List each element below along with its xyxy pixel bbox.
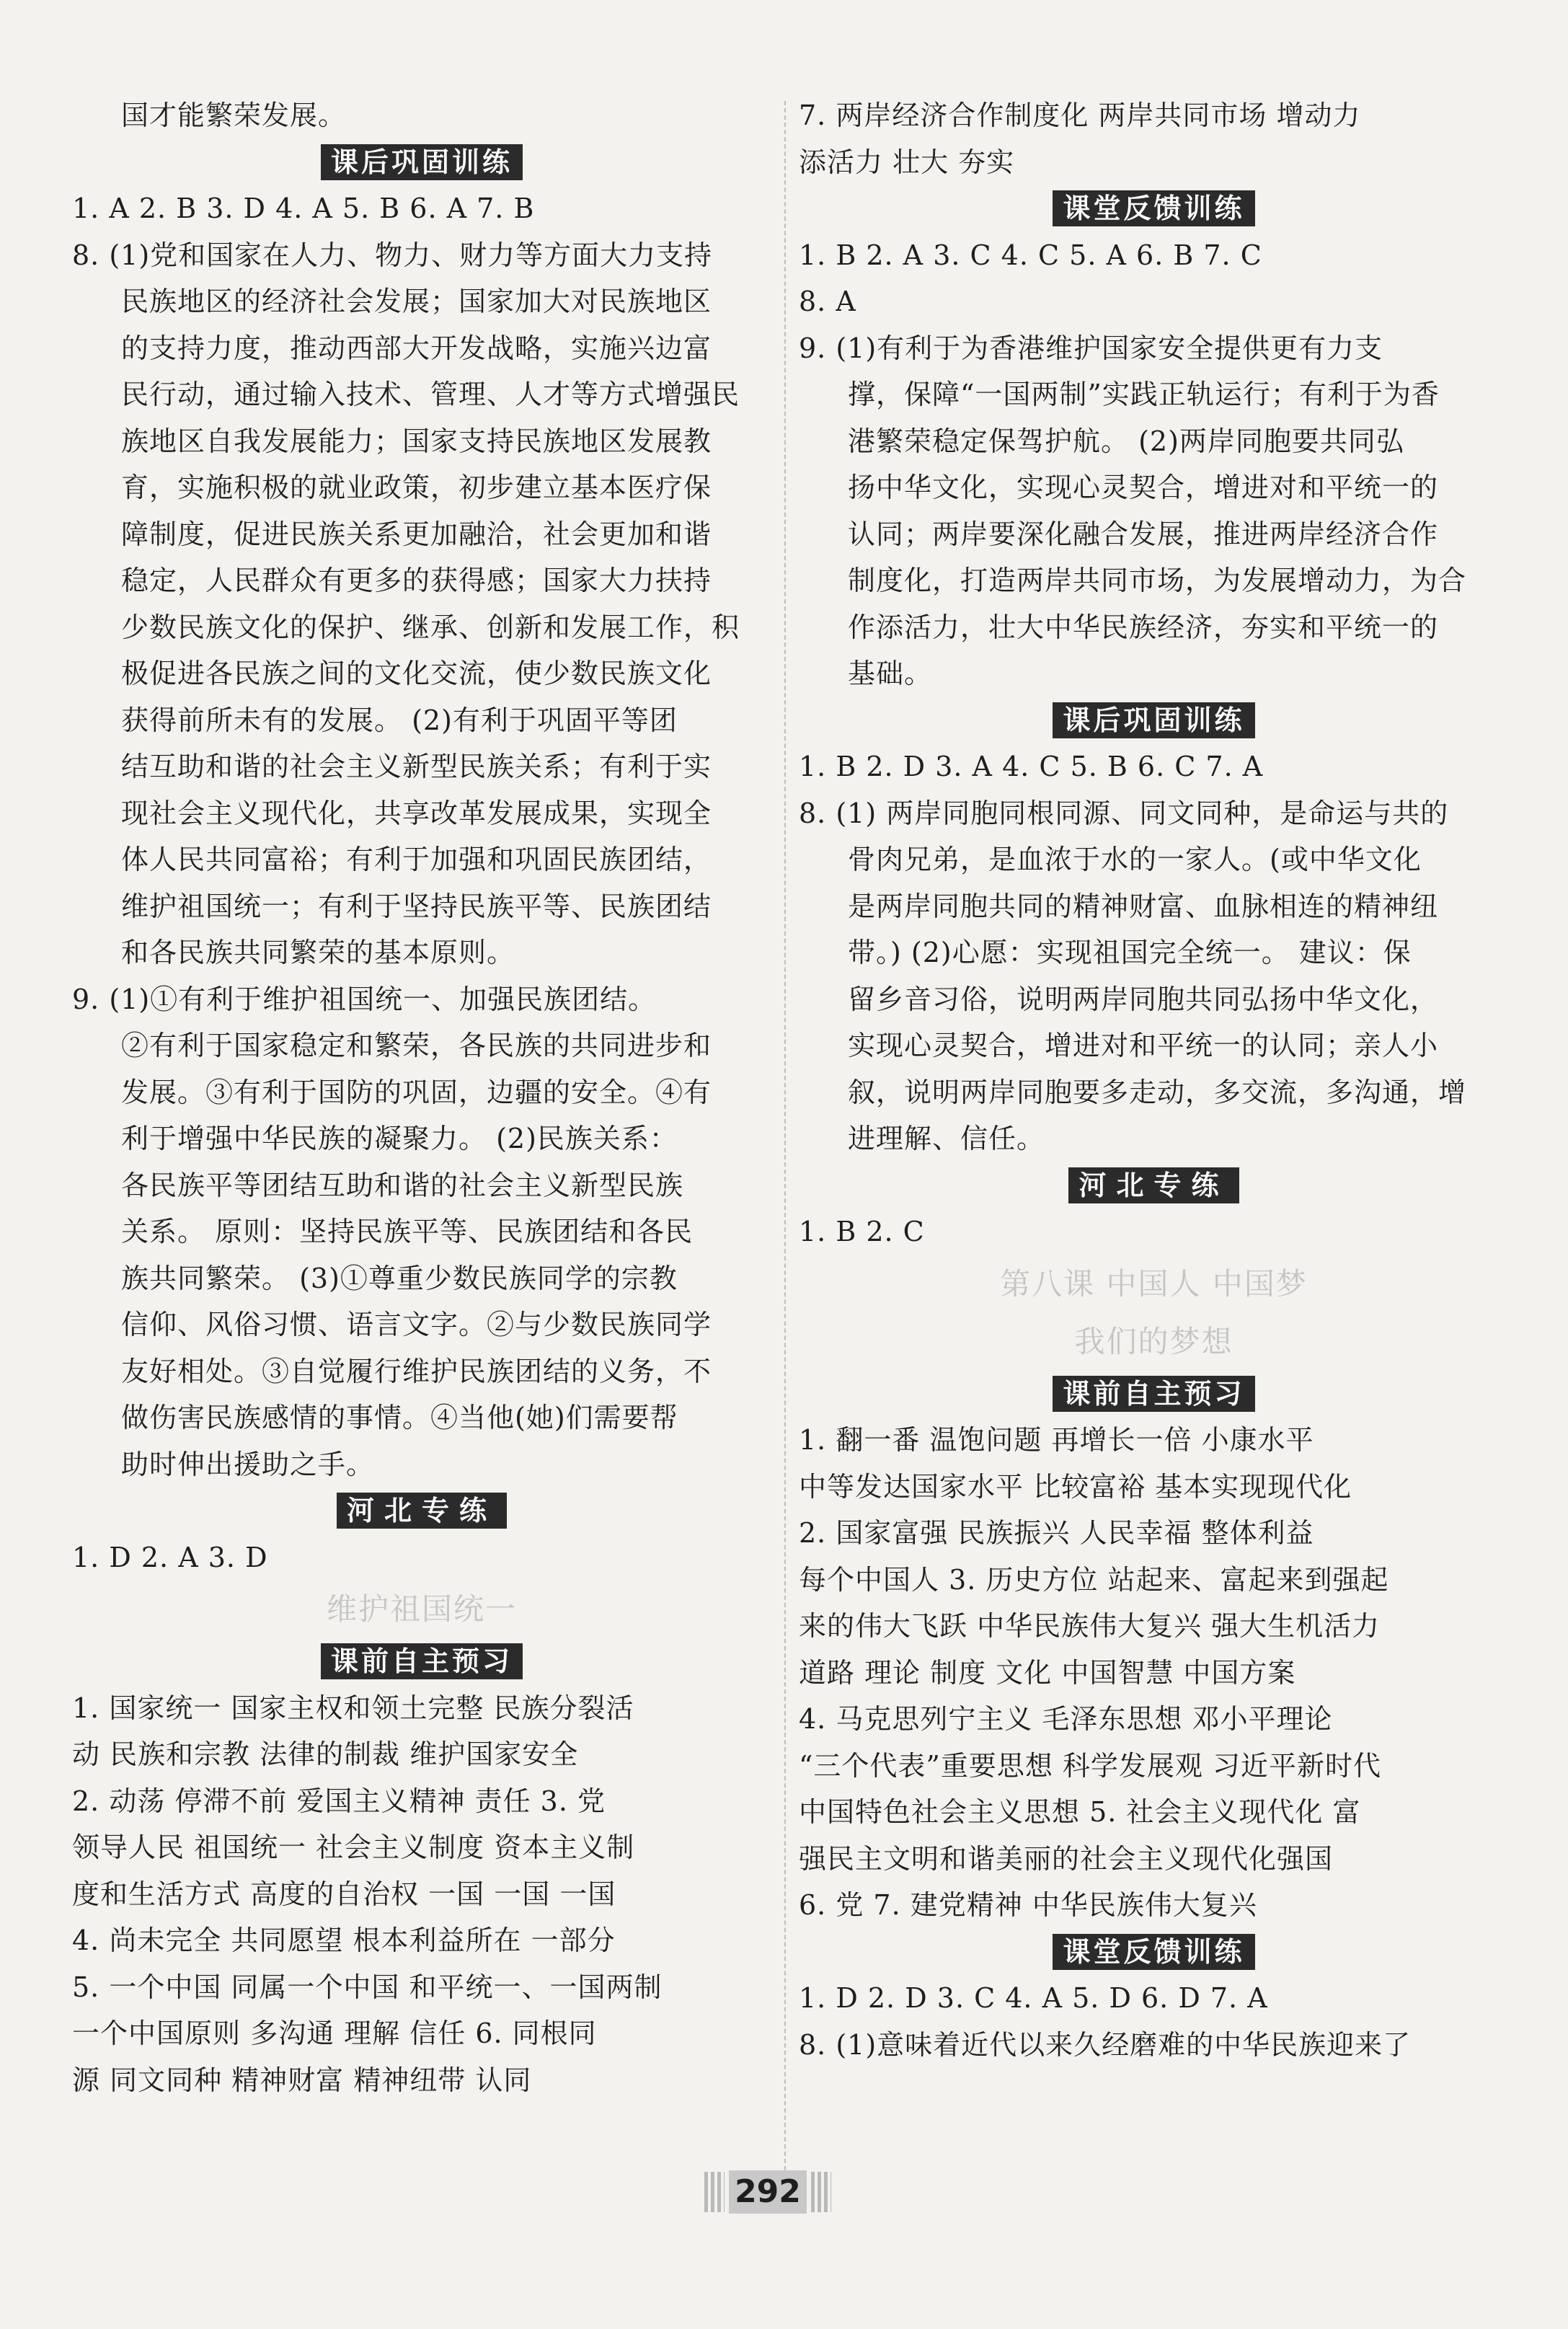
page-number: 292 [729, 2170, 807, 2214]
section-heading-row [799, 1929, 1509, 1976]
answer-line: 发展。③有利于国防的巩固，边疆的安全。④有 [121, 1076, 712, 1108]
answer-line: 8. (1)意味着近代以来久经磨难的中华民族迎来了 [799, 2028, 1412, 2061]
answer-line: 实现心灵契合，增进对和平统一的认同；亲人小 [848, 1030, 1439, 1061]
answer-line: 做伤害民族感情的事情。④当他(她)们需要帮 [121, 1402, 678, 1433]
section-heading: 课堂反馈训练 [1053, 1934, 1254, 1970]
page-number-decoration-right [811, 2172, 831, 2212]
section-heading: 课前自主预习 [1053, 1376, 1254, 1412]
answer-line: 族共同繁荣。 (3)①尊重少数民族同学的宗教 [121, 1262, 678, 1294]
answer-line: 和各民族共同繁荣的基本原则。 [121, 937, 515, 968]
answer-line: ②有利于国家稳定和繁荣，各民族的共同进步和 [121, 1030, 712, 1061]
answer-line: 动 民族和宗教 法律的制裁 维护国家安全 [72, 1738, 579, 1770]
answer-line: 体人民共同富裕；有利于加强和巩固民族团结， [121, 844, 712, 875]
answer-line: 作添活力，壮大中华民族经济，夯实和平统一的 [848, 611, 1439, 643]
section-heading: 河北专练 [1068, 1167, 1239, 1203]
lesson-subtitle: 维护祖国统一 [326, 1591, 517, 1627]
answer-line: 利于增强中华民族的凝聚力。 (2)民族关系： [121, 1123, 678, 1154]
answer-line: 1. D 2. A 3. D [72, 1541, 268, 1573]
answer-line: 制度化，打造两岸共同市场，为发展增动力，为合 [848, 565, 1467, 596]
answer-line: 8. (1)党和国家在人力、物力、财力等方面大力支持 [72, 239, 713, 271]
answer-line: 带。) (2)心愿：实现祖国完全统一。 建议：保 [848, 937, 1412, 968]
section-heading: 课后巩固训练 [1053, 702, 1254, 738]
answer-line: 的支持力度，推动西部大开发战略，实施兴边富 [121, 332, 712, 364]
right-column [799, 92, 1509, 2068]
answer-line: 友好相处。③自觉履行维护民族团结的义务，不 [121, 1355, 712, 1387]
answer-line: 度和生活方式 高度的自治权 一国 一国 一国 [72, 1878, 616, 1910]
answer-line: 叙，说明两岸同胞要多走动，多交流，多沟通，增 [848, 1076, 1467, 1108]
section-heading-row [72, 139, 771, 186]
answer-line: 添活力 壮大 夯实 [799, 146, 1015, 178]
answer-line: 源 同文同种 精神财富 精神纽带 认同 [72, 2064, 532, 2096]
answer-line: 来的伟大飞跃 中华民族伟大复兴 强大生机活力 [799, 1610, 1381, 1642]
section-heading-row [72, 1488, 771, 1534]
answer-line: 5. 一个中国 同属一个中国 和平统一、一国两制 [72, 1971, 663, 2003]
answer-line: 4. 尚未完全 共同愿望 根本利益所在 一部分 [72, 1924, 616, 1956]
answer-line: 稳定，人民群众有更多的获得感；国家大力扶持 [121, 565, 712, 596]
answer-line: 极促进各民族之间的文化交流，使少数民族文化 [121, 658, 712, 689]
answer-line: 道路 理论 制度 文化 中国智慧 中国方案 [799, 1656, 1296, 1689]
answer-line: 育，实施积极的就业政策，初步建立基本医疗保 [121, 472, 712, 503]
answer-line: 国才能繁荣发展。 [121, 100, 347, 131]
answer-line: 1. A 2. B 3. D 4. A 5. B 6. A 7. B [72, 193, 535, 224]
answer-line: 障制度，促进民族关系更加融洽，社会更加和谐 [121, 518, 712, 550]
answer-line: 港繁荣稳定保驾护航。 (2)两岸同胞要共同弘 [848, 425, 1404, 457]
answer-line: 留乡音习俗，说明两岸同胞共同弘扬中华文化， [848, 983, 1439, 1015]
section-heading: 河北专练 [337, 1493, 507, 1529]
answer-line: 1. 国家统一 国家主权和领土完整 民族分裂活 [72, 1692, 634, 1724]
lesson-subtitle: 第八课 中国人 中国梦 [1000, 1265, 1308, 1302]
section-heading-row [799, 185, 1509, 232]
answer-line: 基础。 [848, 658, 933, 689]
column-divider [784, 101, 786, 2206]
answer-line: 关系。 原则：坚持民族平等、民族团结和各民 [121, 1216, 694, 1247]
answer-line: 结互助和谐的社会主义新型民族关系；有利于实 [121, 751, 712, 782]
answer-line: 认同；两岸要深化融合发展，推进两岸经济合作 [848, 518, 1439, 550]
answer-line: 1. B 2. A 3. C 4. C 5. A 6. B 7. C [799, 239, 1262, 271]
answer-line: 骨肉兄弟，是血浓于水的一家人。(或中华文化 [848, 844, 1422, 875]
answer-line: 9. (1)①有利于维护祖国统一、加强民族团结。 [72, 983, 657, 1015]
answer-line: 各民族平等团结互助和谐的社会主义新型民族 [121, 1169, 684, 1201]
answer-line: 族地区自我发展能力；国家支持民族地区发展教 [121, 425, 712, 457]
answer-line: 6. 党 7. 建党精神 中华民族伟大复兴 [799, 1889, 1257, 1921]
answer-line: 中等发达国家水平 比较富裕 基本实现现代化 [799, 1470, 1352, 1503]
answer-line: 信仰、风俗习惯、语言文字。②与少数民族同学 [121, 1309, 712, 1340]
answer-line: 少数民族文化的保护、继承、创新和发展工作，积 [121, 611, 740, 643]
lesson-subtitle: 我们的梦想 [1074, 1323, 1233, 1359]
answer-line: 强民主文明和谐美丽的社会主义现代化强国 [799, 1842, 1334, 1875]
answer-line: 一个中国原则 多沟通 理解 信任 6. 同根同 [72, 2018, 597, 2049]
answer-line: 1. B 2. C [799, 1216, 925, 1247]
left-column [72, 92, 771, 2103]
answer-line: 4. 马克思列宁主义 毛泽东思想 邓小平理论 [799, 1703, 1333, 1735]
answer-line: 维护祖国统一；有利于坚持民族平等、民族团结 [121, 890, 712, 922]
section-heading-row [799, 1371, 1509, 1418]
answer-line: 1. D 2. D 3. C 4. A 5. D 6. D 7. A [799, 1982, 1268, 2014]
answer-line: 8. A [799, 286, 856, 317]
answer-line: 现社会主义现代化，共享改革发展成果，实现全 [121, 797, 712, 829]
answer-line: 9. (1)有利于为香港维护国家安全提供更有力支 [799, 332, 1383, 364]
answer-line: 撑，保障“一国两制”实践正轨运行；有利于为香 [848, 379, 1440, 410]
answer-line: 1. 翻一番 温饱问题 再增长一倍 小康水平 [799, 1424, 1314, 1456]
answer-line: 领导人民 祖国统一 社会主义制度 资本主义制 [72, 1831, 635, 1863]
answer-line: 进理解、信任。 [848, 1123, 1045, 1154]
answer-line: 中国特色社会主义思想 5. 社会主义现代化 富 [799, 1796, 1361, 1828]
section-heading: 课后巩固训练 [321, 144, 523, 180]
answer-line: “三个代表”重要思想 科学发展观 习近平新时代 [799, 1749, 1382, 1782]
answer-line: 助时伸出援助之手。 [121, 1448, 375, 1480]
page-number-block [696, 2169, 840, 2215]
answer-line: 8. (1) 两岸同胞同根同源、同文同种，是命运与共的 [799, 797, 1449, 829]
answer-line: 7. 两岸经济合作制度化 两岸共同市场 增动力 [799, 100, 1361, 131]
answer-line: 1. B 2. D 3. A 4. C 5. B 6. C 7. A [799, 751, 1264, 782]
answer-line: 2. 国家富强 民族振兴 人民幸福 整体利益 [799, 1517, 1314, 1549]
section-heading-row [799, 1162, 1509, 1209]
answer-line: 民行动，通过输入技术、管理、人才等方式增强民 [121, 379, 740, 410]
page-number-decoration-left [704, 2172, 725, 2212]
answer-line: 扬中华文化，实现心灵契合，增进对和平统一的 [848, 472, 1439, 503]
section-heading-row [799, 697, 1509, 744]
section-heading: 课堂反馈训练 [1053, 190, 1254, 226]
answer-line: 获得前所未有的发展。 (2)有利于巩固平等团 [121, 704, 678, 736]
answer-line: 2. 动荡 停滞不前 爱国主义精神 责任 3. 党 [72, 1785, 606, 1817]
answer-line: 民族地区的经济社会发展；国家加大对民族地区 [121, 286, 712, 317]
answer-line: 是两岸同胞共同的精神财富、血脉相连的精神纽 [848, 890, 1439, 922]
section-heading: 课前自主预习 [321, 1643, 523, 1679]
answer-line: 每个中国人 3. 历史方位 站起来、富起来到强起 [799, 1563, 1389, 1596]
section-heading-row [72, 1638, 771, 1685]
